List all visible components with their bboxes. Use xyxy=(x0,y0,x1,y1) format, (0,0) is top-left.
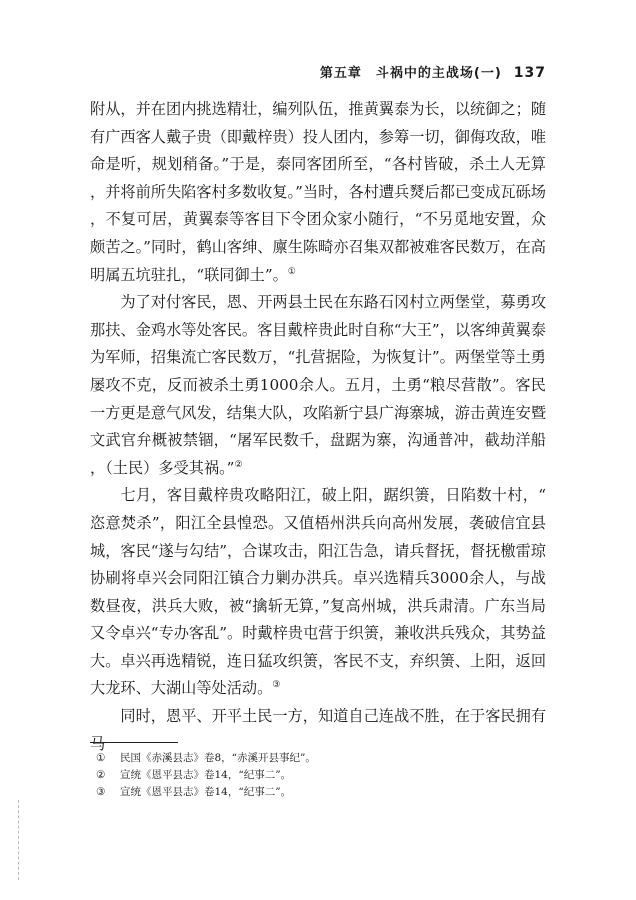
footnote-item xyxy=(96,767,536,784)
paragraph-text: 七月，客目戴梓贵攻略阳江，破上阳，踞织箦，日陷数十村，“恣意焚杀”，阳江全县惶恐。又值梧州洪兵向高州发展，袭破信宜县城，客民“遂与勾结”，合谋攻击，阳江告急，请兵督抚，督抚檄雷琼协刷将卓兴会同阳江镇合力剿办洪兵。卓兴选精兵3000余人，与战数昼夜，洪兵大败，被“擒斩无算，”复高州城，洪兵肃清。广东当局又令卓兴“专办客乱”。时戴梓贵屯营于织箦，兼收洪兵残众，其势益大。卓兴再选精锐，连日猛攻织箦，客民不支，弃织箦、上阳，返回大龙环、大湖山等处活动。 xyxy=(90,486,546,698)
footnote-number: ③ xyxy=(96,786,106,798)
footnote-text: 宣统《恩平县志》卷14，“纪事二”。 xyxy=(120,769,292,781)
chapter-title: 斗祸中的主战场(一) xyxy=(375,66,502,81)
footnote-text: 民国《赤溪县志》卷8，“赤溪开县事纪”。 xyxy=(120,752,316,764)
footnote-item xyxy=(96,784,536,801)
footnote-text: 宣统《恩平县志》卷14，“纪事二”。 xyxy=(120,786,292,798)
paragraph-text: 附从，并在团内挑选精壮，编列队伍，推黄翼泰为长，以统御之；随有广西客人戴子贵（即戴梓贵）投人团内，参筹一切，御侮攻敌，唯命是听，规划稍备。”于是，泰同客团所至，“各村皆破，杀土人无算，并将前所失陷客村多数收复。”当时，各村遭兵燹后都已变成瓦砾场，不复可居，黄翼泰等客目下令团众家小随行，“不另觅地安置，众颇苦之。”同时，鹤山客绅、廪生陈畸亦召集双都被难客民数万，在高明属五坑驻扎，“联同御土”。 xyxy=(90,100,546,284)
footnote-item xyxy=(96,750,536,767)
footnote-number: ① xyxy=(96,752,106,764)
running-header xyxy=(90,62,546,81)
footnotes xyxy=(96,750,536,801)
footnote-marker: ③ xyxy=(272,680,281,691)
scan-margin-mark xyxy=(18,800,19,880)
chapter-label: 第五章 xyxy=(319,66,362,81)
body-text xyxy=(90,96,546,758)
paragraph-3 xyxy=(90,482,546,703)
paragraph-1 xyxy=(90,96,546,289)
footnote-marker: ② xyxy=(234,459,243,470)
footnote-divider xyxy=(90,742,178,743)
page-number: 137 xyxy=(513,65,546,81)
paragraph-2 xyxy=(90,289,546,482)
footnote-number: ② xyxy=(96,769,106,781)
paragraph-text: 同时，恩平、开平土民一方，知道自己连战不胜，在于客民拥有马 xyxy=(90,707,546,753)
footnote-marker: ① xyxy=(287,266,296,277)
paragraph-text: 为了对付客民，恩、开两县土民在东路石冈村立两堡堂，募勇攻那扶、金鸡水等处客民。客目戴梓贵此时自称“大王”，以客绅黄翼泰为军师，招集流亡客民数万，“扎营据险，为恢复计”。两堡堂等土勇屡攻不克，反而被杀土勇1000余人。五月，土勇“粮尽营散”。客民一方更是意气风发，结集大队，攻陷新宁县广海寨城，游击黄连安暨文武官弁概被禁锢，“屠军民数千，盘踞为寨，沟通普冲，截劫洋船，（土民）多受其祸。” xyxy=(90,293,546,477)
